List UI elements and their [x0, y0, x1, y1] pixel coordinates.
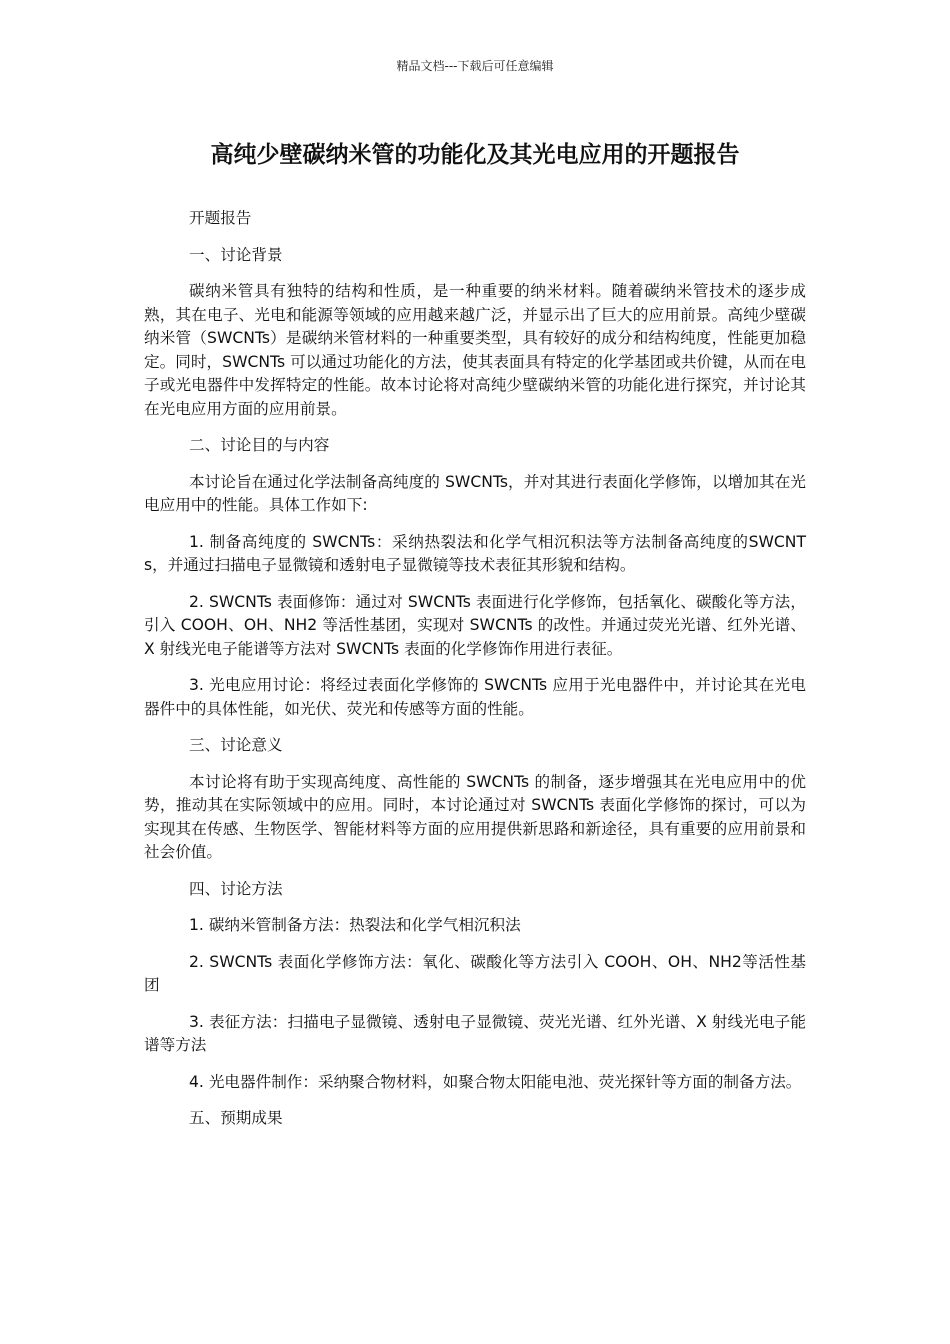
- section-heading-methods: 四、讨论方法: [189, 879, 283, 898]
- list-item-preparation: 1. 制备高纯度的 SWCNTs：采纳热裂法和化学气相沉积法等方法制备高纯度的SWCNTs，并通过扫描电子显微镜和透射电子显微镜等技术表征其形貌和结构。: [144, 532, 806, 574]
- method-item-preparation: 1. 碳纳米管制备方法：热裂法和化学气相沉积法: [189, 916, 521, 934]
- paragraph-significance: 本讨论将有助于实现高纯度、高性能的 SWCNTs 的制备，逐步增强其在光电应用中的优势，推动其在实际领域中的应用。同时，本讨论通过对 SWCNTs 表面化学修饰的探讨，可以为实现其在传感、生物医学、智能材料等方面的应用提供新思路和新途径，具有重要的应用前景和社会价值。: [144, 772, 806, 861]
- list-item-modification: 2. SWCNTs 表面修饰：通过对 SWCNTs 表面进行化学修饰，包括氧化、碳酸化等方法，引入 COOH、OH、NH2 等活性基团，实现对 SWCNTs 的改性。并通过荧光光谱、红外光谱、X 射线光电子能谱等方法对 SWCNTs 表面的化学修饰作用进行表征。: [144, 592, 806, 658]
- section-heading-results: 五、预期成果: [189, 1109, 283, 1127]
- header-note: 精品文档---下载后可任意编辑: [396, 59, 554, 73]
- method-item-modification: 2. SWCNTs 表面化学修饰方法：氧化、碳酸化等方法引入 COOH、OH、NH2等活性基团: [144, 952, 806, 994]
- section-heading-background: 一、讨论背景: [189, 245, 283, 264]
- document-body: [144, 207, 806, 1144]
- method-item-characterization: 3. 表征方法：扫描电子显微镜、透射电子显微镜、荧光光谱、红外光谱、X 射线光电子能谱等方法: [144, 1012, 806, 1054]
- section-heading-significance: 三、讨论意义: [189, 736, 283, 754]
- document-title: 高纯少壁碳纳米管的功能化及其光电应用的开题报告: [210, 142, 740, 168]
- report-label: 开题报告: [189, 209, 252, 227]
- paragraph-purpose: 本讨论旨在通过化学法制备高纯度的 SWCNTs，并对其进行表面化学修饰，以增加其在光电应用中的性能。具体工作如下:: [144, 472, 806, 514]
- section-heading-purpose: 二、讨论目的与内容: [189, 436, 330, 454]
- paragraph-background: 碳纳米管具有独特的结构和性质，是一种重要的纳米材料。随着碳纳米管技术的逐步成熟，其在电子、光电和能源等领域的应用越来越广泛，并显示出了巨大的应用前景。高纯少壁碳纳米管（SWCNTs）是碳纳米管材料的一种重要类型，具有较好的成分和结构纯度，性能更加稳定。同时，SWCNTs 可以通过功能化的方法，使其表面具有特定的化学基团或共价键，从而在电子或光电器件中发挥特定的性能。故本讨论将对高纯少壁碳纳米管的功能化进行探究，并讨论其在光电应用方面的应用前景。: [144, 282, 806, 418]
- list-item-application: 3. 光电应用讨论：将经过表面化学修饰的 SWCNTs 应用于光电器件中，并讨论其在光电器件中的具体性能，如光伏、荧光和传感等方面的性能。: [144, 676, 806, 718]
- method-item-device: 4. 光电器件制作：采纳聚合物材料，如聚合物太阳能电池、荧光探针等方面的制备方法。: [189, 1072, 802, 1091]
